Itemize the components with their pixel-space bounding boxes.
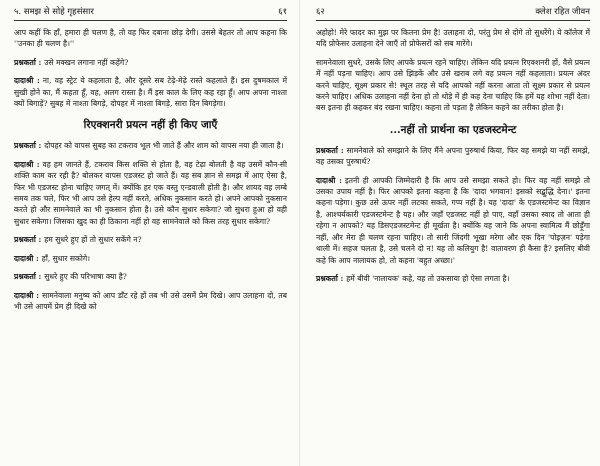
paragraph: [14, 271, 287, 282]
paragraph: [316, 27, 590, 50]
paragraph-text: सामनेवाला मनुष्य को आप डाँट रहे हों तब भी उसे उसमें प्रेम दिखे। आप उलाहना दो, तब भी उसे आपमें प्रेम ही दिखे को: [14, 290, 287, 311]
speaker-label: प्रश्नकर्ता :: [316, 145, 344, 155]
section-heading: ...नहीं तो प्रार्थना का एडजस्टमेन्ट: [389, 123, 517, 136]
speaker-label: दादाश्री :: [14, 76, 40, 86]
paragraph-text: सुधरे हुए की परिभाषा क्या है?: [44, 272, 127, 282]
paragraph-text: सामनेवाला सुधरे, उसके लिए आपके प्रयत्न रहने चाहिए। लेकिन यदि प्रयत्न रिएक्शनरी हों, वैसे प्रयत्न में नहीं पड़ना चाहिए। आप उसे झिड़कें और उसे खराब लगे वह प्रयत्न नहीं कहलाता। प्रयत्न अंदर करने चाहिए, सूक्ष्म प्रकार से! स्थूल तरह से यदि आपको नहीं करना आता तो सूक्ष्म प्रकार से प्रयत्न करने चाहिए। अधिक उलाहना नहीं देना हो तो थोड़े में ही कह देना चाहिए कि हमें यह शोभा नहीं देता। बस इतना ही कहकर बंद रखना चाहिए। कहना तो पड़ता है लेकिन कहने का तरीका होता है।: [316, 57, 590, 113]
right-page: [300, 0, 600, 466]
paragraph: [14, 253, 287, 264]
paragraph-text: हम सुधरे हुए हों तो सुधार सकेंगे न?: [44, 235, 142, 245]
right-page-number: ६२: [316, 7, 325, 17]
paragraph-text: इतनी ही आपकी जिम्मेदारी है कि आप उसे समझा सकते हो। फिर वह नहीं समझे तो उसका उपाय नहीं है। फिर आपको इतना कहना है कि 'दादा भगवान! इसको सद्बुद्धि देना।' इतना कहना पड़ेगा। कुछ उसे ऊपर नहीं लटका सकते, गप्प नहीं है। यह 'दादा' के एडजस्टमेन्ट का विज्ञान है, आश्चर्यकारी एडजस्टमेन्ट है यह। और जहाँ एडजस्ट नहीं हो पाए, वहाँ उसका स्वाद तो आता ही रहेगा न आपको? यह डिसएडजस्टमेन्ट ही मूर्खता है। क्योंकि वह जाने कि अपना स्वामित्व मैं छोड़ूँगा नहीं, और मेरा ही चलण रहना चाहिए। तो सारी जिंदगी भूखा मरेगा और एक दिन 'पोइज़न' पड़ेगा थाली में। सहज चलता है, उसे चलने दो न! यह तो कलियुग है! वातावरण ही कैसा है? इसलिए बीवी कहे कि आप नालायक हो, तो कहना 'बहुत अच्छा।': [316, 175, 590, 265]
paragraph-text: वह हम जानते हैं, टकराव किस शक्ति से होता है, वह टेढ़ा बोलती है वह उसमें कौन-सी शक्ति काम कर रही है? बोलकर वापस एडजस्ट हो जाते हैं। वह सब ज्ञान से समझ में आए ऐसा है, फिर भी एडजस्ट होना चाहिए जगत् में। क्योंकि हर एक वस्तु एन्डवाली होती है। और शायद वह लम्बे समय तक चले, फिर भी आप उसे हेल्प नहीं करते, अधिक नुकसान करते हो। अपने आपको नुकसान करते हो और सामनेवाले का भी नुकसान होता है। उसे कौन सुधार सकेगा? जो सुधरा हुआ हो वही सुधार सकेगा। जिसका खुद का ही ठिकाना नहीं हो वह सामनेवाले को किस तरह सुधार सकेगा?: [14, 159, 287, 226]
speaker-label: प्रश्नकर्ता :: [14, 57, 42, 67]
paragraph: [316, 175, 590, 266]
speaker-label: प्रश्नकर्ता :: [316, 273, 344, 283]
speaker-label: दादाश्री :: [14, 290, 40, 300]
paragraph-text: हाँ, सुधार सकोगे।: [41, 253, 90, 263]
section-heading: रिएक्शनरी प्रयत्न नहीं ही किए जाएँ: [83, 119, 218, 132]
speaker-label: प्रश्नकर्ता :: [14, 235, 42, 245]
left-page-body: [14, 27, 287, 312]
paragraph: [316, 145, 590, 168]
right-header-title: क्लेश रहित जीवन: [535, 7, 590, 17]
right-page-header: [316, 6, 590, 21]
left-page-header: [14, 6, 287, 21]
paragraph-text: अहोहो! मेरे फादर का मुझ पर कितना प्रेम है! उलाहना दो, परंतु प्रेम से दोगे तो सुधरेंगे। ये कॉलेज में यदि प्रोफेसर उलाहना देने जाएँ तो प्रोफेसरों को सब मारेंगे।: [316, 28, 590, 49]
paragraph: [14, 75, 287, 109]
left-page-number: ६१: [278, 7, 287, 17]
paragraph: [14, 27, 287, 50]
paragraph-text: ना, वह स्ट्रेट ये कहलाता है, और दूसरे सब टेढ़े-मेढ़े रास्ते कहलाते हैं। इस दुषमकाल में सुखी होने का, मैं कहता हूँ, वह, अलग रास्ता है। मैं इस काल के लिए कह रहा हूँ। आप अपना नाश्ता क्यों बिगाड़ें? सुबह में नाश्ता बिगड़े, दोपहर में नाश्ता बिगड़े, सारा दिन बिगड़ेगा।: [14, 76, 287, 109]
paragraph: [316, 57, 590, 114]
paragraph: [14, 290, 287, 313]
speaker-label: दादाश्री :: [316, 175, 342, 185]
right-page-body: [316, 27, 590, 284]
paragraph-text: सामनेवाले को समझाने के लिए मैंने अपना पुरुषार्थ किया, फिर वह समझे या नहीं समझे, वह उसका पुरुषार्थ?: [316, 145, 590, 167]
paragraph: [14, 159, 287, 227]
paragraph-text: उसे मक्खन लगाना नहीं कहेंगे?: [44, 57, 129, 67]
paragraph: [316, 273, 590, 284]
paragraph: [14, 57, 287, 68]
speaker-label: दादाश्री :: [14, 159, 40, 169]
paragraph-text: आप कहीं कि हाँ, हमारा ही चलण है, तो वह फिर दबाना छोड़ देगी। उससे बेहतर तो आप कहना कि ''उनका ही चलण है।'': [14, 28, 287, 49]
speaker-label: दादाश्री :: [14, 253, 39, 263]
paragraph-text: हमें बीवी 'नालायक' कहे, वह तो उकसाया हो ऐसा लगता है।: [346, 273, 510, 283]
paragraph-text: दोपहर को वापस सुबह का टकराव भूल भी जाते हैं और शाम को वापस नया ही जाता है।: [44, 141, 284, 151]
speaker-label: प्रश्नकर्ता :: [14, 141, 42, 151]
paragraph: [14, 140, 287, 151]
speaker-label: प्रश्नकर्ता :: [14, 272, 42, 282]
left-header-title: ५. समझ से सोहे गृहसंसार: [14, 7, 94, 17]
paragraph: [14, 234, 287, 245]
